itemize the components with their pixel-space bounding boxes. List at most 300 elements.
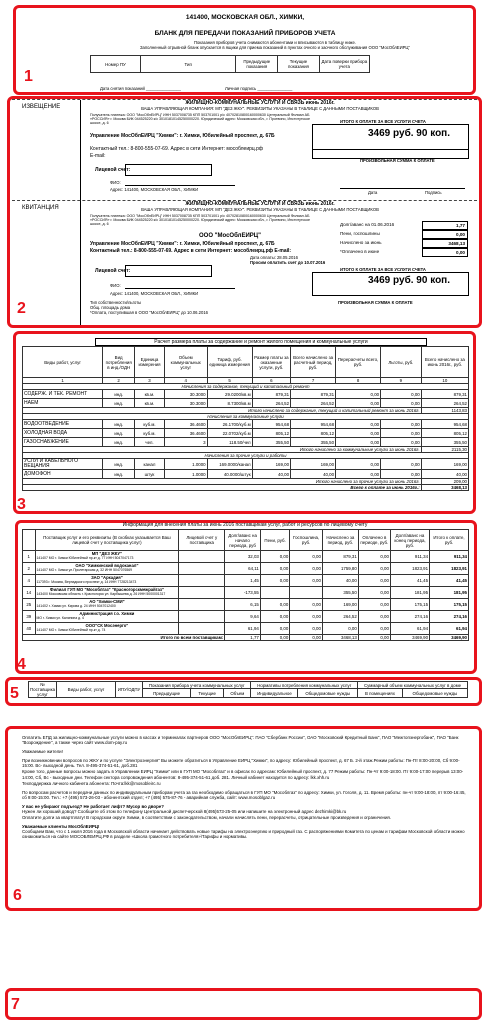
grand-total-label: Всего к оплате за июнь 2016г.: (23, 485, 422, 491)
column-header: Льготы, руб. (381, 347, 422, 378)
column-number: 4 (164, 378, 207, 384)
table-cell: 0,00 (381, 429, 422, 438)
column-header: Размер платы за оказанные услуги, руб. (252, 347, 290, 378)
summary-value: 3468,13 (422, 239, 468, 248)
table-cell: 0,00 (336, 470, 381, 479)
service-name: ХОЛОДНАЯ ВОДА (23, 429, 103, 438)
notice-heading: ЖИЛИЩНО-КОММУНАЛЬНЫЕ УСЛУГИ И СВЯЗЬ июнь 2016г. (185, 100, 335, 106)
table-cell: 805,12 (291, 429, 336, 438)
supplier-row (23, 623, 469, 635)
table-cell: 1.0000 (164, 459, 207, 470)
table-cell: 1.0000 (164, 470, 207, 479)
section-frame-7 (5, 988, 482, 1020)
supplier-name-cell (35, 623, 179, 635)
table-cell: 0,00 (358, 611, 390, 623)
table-cell: 181,95 (390, 587, 429, 599)
num-header (23, 530, 36, 551)
table-cell: 64,11 (225, 563, 261, 575)
table-cell: 879,31 (291, 390, 336, 399)
meters-subheader: Текущие (191, 689, 224, 698)
table-cell: 30.3000 (164, 399, 207, 408)
supplier-row (23, 575, 469, 587)
supplier-row (23, 599, 469, 611)
column-number: 5 (207, 378, 252, 384)
supplier-account (179, 611, 225, 623)
section-total-label: Итого начислено за содержание, текущий и капитальный ремонт за июнь 2016г. (23, 408, 422, 414)
col-header: Дата поверки прибора учета (319, 56, 369, 73)
receipt-phone: Контактный тел.: 8-800-555-07-69. Адрес в сети Интернет: мособлеирц.рф E-mail: (90, 248, 292, 254)
table-cell: 41,45 (390, 575, 429, 587)
table-cell: 0,00 (322, 623, 358, 635)
supplier-number: 39 (23, 611, 36, 623)
column-header: Оплачено в периоде, руб. (358, 530, 390, 551)
total-value: 3469,90 (390, 635, 429, 641)
table-cell: куб.м. (135, 429, 165, 438)
table-cell: инд. (103, 438, 135, 447)
receipt-address: Адрес: 141400, МОСКОВСКАЯ ОБЛ., ХИМКИ (110, 291, 199, 296)
table-cell: 169,00 (421, 459, 468, 470)
table-cell: 954,68 (252, 420, 290, 429)
info-block (22, 735, 467, 840)
meters-subheader: Индивидуальное (251, 689, 298, 698)
table-cell: 0,00 (336, 459, 381, 470)
suppliers-table (22, 529, 469, 641)
meters-subheader: Предыдущие (143, 689, 191, 698)
supplier-name-cell (35, 563, 179, 575)
supplier-number: 25 (23, 599, 36, 611)
total-value: 1,77 (225, 635, 261, 641)
meters-header: Суммарный объем коммунальных услуг в доме (358, 682, 468, 689)
notice-divider (80, 100, 81, 325)
supplier-name: Администрация г.о. Химки (79, 611, 135, 617)
supplier-name-cell (35, 587, 179, 599)
table-cell: чел. (135, 438, 165, 447)
table-cell: 26.1700/куб.м (207, 420, 252, 429)
service-name: ДОМОФОН (23, 470, 103, 479)
info-paragraph: По вопросам расчетов и передачи данных по индивидуальным приборам учета за газ необходимо обращаться в ГУП МО "Мособлгаз" по адресу: Химки, ул. Гоголя, д. 11. Время работы: пн-чт 9:00-18:00, пт 9:00-16:45, сб 9:00-15:00. Тел.: +7 (495) 573-26-03 - абонентский отдел; +7 (495) 575-87-76 - аварийная служба, сайт: www.mosoblgaz.ru (22, 789, 466, 800)
section-total-value: 1143,83 (421, 408, 468, 414)
table-cell: канал (135, 459, 165, 470)
receipt-pay-before: Просим оплатить счет до 10.07.2016 (250, 260, 326, 265)
notice-management: Управление МосОблЕИРЦ "Химки": г. Химки, Юбилейный проспект, д. 67Б (90, 133, 275, 139)
supplier-name: Филиал ГУП МО "Мособлгаз" "Красногорскмежрайгаз" (49, 587, 164, 593)
fio-line (125, 185, 235, 186)
receipt-heading: ЖИЛИЩНО-КОММУНАЛЬНЫЕ УСЛУГИ И СВЯЗЬ июнь 2016г. (185, 201, 335, 207)
table-cell: 0,00 (260, 575, 289, 587)
column-number: 6 (252, 378, 290, 384)
summary-value: 0,00 (422, 230, 468, 239)
supplier-number: 2 (23, 563, 36, 575)
table-cell: штук (135, 470, 165, 479)
section-title: Начисления за содержание, текущий и капитальный ремонт (23, 384, 469, 390)
supplier-account (179, 563, 225, 575)
table-cell: 181,95 (430, 587, 469, 599)
summary-row (340, 230, 468, 239)
table-row (23, 390, 469, 399)
column-header: Итого к оплате, руб. (430, 530, 469, 551)
meters-header: Нормативы потребления коммунальных услуг (251, 682, 358, 689)
sec1-sign-line: Личная подпись _______________ (225, 86, 293, 91)
notice-address: Адрес: 141400, МОСКОВСКАЯ ОБЛ., ХИМКИ (110, 187, 199, 192)
table-cell: 264,52 (252, 399, 290, 408)
receipt-total-heading: ИТОГО К ОПЛАТЕ ЗА ВСЕ УСЛУГИ СЧЕТА (340, 267, 426, 272)
table-cell: 0,00 (290, 575, 323, 587)
col-header: Тип (140, 56, 235, 73)
table-cell: 264,52 (291, 399, 336, 408)
col-header: Номер ПУ (91, 56, 141, 73)
supplier-account (179, 599, 225, 611)
summary-row (340, 221, 468, 230)
table-cell: 30.3000 (164, 390, 207, 399)
receipt-amount: 3469 руб. 90 коп. (368, 275, 450, 286)
supplier-name: АО "Химки-СМИ" (89, 599, 125, 605)
table-cell: 0,00 (358, 623, 390, 635)
supplier-details: 141407 МО г. Химки Юбилейный пр-кт д. 77 ИНН 5047047173 (36, 555, 134, 560)
notice-email: E-mail: (90, 153, 106, 159)
info-paragraph: Сообщаем Вам, что с 1 июля 2016 года в Московской области начинает действовать новые тарифы на электроэнергию и природный газ. С распоряжениями Комитета по ценам и тарифам Московской области можно ознакомиться на сайте МОСОБЛЕИРЦ.РФ в разделе «Школа грамотного потребителя»\Тарифы и нормативы. (22, 829, 465, 840)
table-cell (260, 587, 289, 599)
info-paragraph: Оплатите долги за квартплату! В городском округе Химки, в соответствии с законодательством, начали начислять пени, перерасчеты, отрицательные произведения и ограничения. (22, 815, 391, 821)
table-cell: 1759,80 (322, 563, 358, 575)
column-header: Единица измерения (135, 347, 165, 378)
total-value: 3469,90 (430, 635, 469, 641)
notice-total-heading: ИТОГО К ОПЛАТЕ ЗА ВСЕ УСЛУГИ СЧЕТА (340, 119, 426, 124)
table-cell: 355,50 (421, 438, 468, 447)
table-cell: инд. (103, 459, 135, 470)
supplier-details: 117393 г. Москва, Вернадского проспект д. 14 ИНН 7728213473 (36, 579, 137, 584)
grand-total-value: 3468,13 (421, 485, 468, 491)
table-cell: 8.7300/кв.м (207, 399, 252, 408)
meter-input-table (90, 55, 370, 73)
supplier-row (23, 551, 469, 563)
supplier-name: ОАО "Химкинский водоканал" (75, 563, 139, 569)
column-number: 8 (336, 378, 381, 384)
summary-value: 1,77 (422, 221, 468, 230)
column-number: 1 (23, 378, 103, 384)
sec1-date-line: Дата снятия показаний _______________ (100, 86, 181, 91)
column-header: Перерасчеты всего, руб. (336, 347, 381, 378)
notice-fio: ФИО: (110, 180, 121, 185)
column-header: Долг/аванс на конец периода, руб. (390, 530, 429, 551)
supplier-account (179, 587, 225, 599)
table-cell: 41,45 (430, 575, 469, 587)
table-cell: 0,00 (358, 551, 390, 563)
table-cell: 0,00 (260, 611, 289, 623)
summary-label: Долг/аванс на 01.06.2016 (340, 222, 395, 227)
table-cell: 0,00 (358, 563, 390, 575)
receipt-account-label: Лицевой счет: (95, 268, 131, 274)
table-cell: 0,00 (381, 420, 422, 429)
column-header: Всего начислено за июнь 2016г., руб. (421, 347, 468, 378)
table-cell: инд. (103, 390, 135, 399)
table-cell: 40,00 (322, 575, 358, 587)
section-total-value: 209,00 (421, 479, 468, 485)
table-cell: 9,64 (225, 611, 261, 623)
table-cell: 879,31 (252, 390, 290, 399)
frame-number-1: 1 (24, 68, 33, 85)
frame-number-6: 6 (13, 887, 22, 904)
table-row (23, 399, 469, 408)
section-total-label: Итого начислено за прочие услуги за июнь 2016г. (23, 479, 422, 485)
table-cell: 6,15 (225, 599, 261, 611)
supplier-number: 14 (23, 587, 36, 599)
supplier-name-cell (35, 575, 179, 587)
column-number: 9 (381, 378, 422, 384)
info-paragraph: Техподдержка личного кабинета абонента: Почта:lkk@mosobleirc.ru (22, 780, 161, 786)
table-cell: 954,68 (291, 420, 336, 429)
table-cell: 0,00 (290, 563, 323, 575)
table-cell: 264,52 (322, 611, 358, 623)
supplier-number: 40 (23, 623, 36, 635)
info-paragraph: Оплатить ЕПД за жилищно-коммунальные услуги можно в кассах и терминалах партнеров ООО "МосОблЕИРЦ": ПАО "Сбербанк России", ОАО "Московский Кредитный Банк", ПАО "Межтопэнергобанк", ПАО "Банк "Возрождение", а также через сайт www.dom-pay.ru (22, 735, 459, 746)
sec1-address: 141400, МОСКОВСКАЯ ОБЛ., ХИМКИ, (185, 14, 305, 21)
frame-number-5: 5 (10, 685, 19, 702)
table-cell: 0,00 (290, 551, 323, 563)
receipt-area: Общ. площадь дома (90, 305, 131, 310)
receipt-pay-date: Дата оплаты: 28.05.2016 (250, 255, 298, 260)
table-cell: -173,55 (225, 587, 261, 599)
date-line (340, 188, 465, 189)
col-header: Предыдущие показания (236, 56, 278, 73)
supplier-number: 4 (23, 575, 36, 587)
supplier-name-cell (35, 599, 179, 611)
receipt-subheading: ВАША УПРАВЛЯЮЩАЯ КОМПАНИЯ: МП "ДЕЗ ЖКУ". РЕКВИЗИТЫ УКАЗАНЫ В ТАБЛИЦЕ С ДАННЫМИ ПОСТАВЩИКОВ (141, 207, 379, 212)
table-cell: 0,00 (381, 459, 422, 470)
table-row (23, 470, 469, 479)
service-name: НАЕМ (23, 399, 103, 408)
total-value: 0,00 (260, 635, 289, 641)
table-cell: 0,00 (260, 623, 289, 635)
table-cell: 0,00 (260, 563, 289, 575)
table-cell: 169,00 (252, 459, 290, 470)
receipt-summary (340, 221, 468, 257)
column-header: Вид потребления в инд./ОДН (103, 347, 135, 378)
table-cell: 118.50/чел (207, 438, 252, 447)
supplier-details: МО г. Химки ул. Калинина д. 4 (36, 615, 84, 620)
summary-row (340, 239, 468, 248)
supplier-account (179, 575, 225, 587)
table-cell: 169.0000/канал (207, 459, 252, 470)
table-cell: 22.0702/куб.м (207, 429, 252, 438)
column-number: 7 (291, 378, 336, 384)
table-row (23, 429, 469, 438)
supplier-number: 1 (23, 551, 36, 563)
receipt-ownership: Тип собственности/льготы (90, 300, 142, 305)
receipt-label: КВИТАНЦИЯ (22, 205, 59, 211)
table-cell: 0,00 (381, 470, 422, 479)
table-cell: 879,31 (322, 551, 358, 563)
info-paragraph: У вас не убирают подъезд? Не работает лифт? Мусор во дворе? (22, 803, 164, 809)
table-cell: 0,00 (290, 611, 323, 623)
supplier-details: 141407 МО г. Химки Юбилейный пр-кт д. 74 (36, 627, 106, 632)
service-name: СОДЕРЖ. И ТЕК. РЕМОНТ (23, 390, 103, 399)
table-cell: 0,00 (290, 623, 323, 635)
receipt-fio: ФИО: (110, 283, 121, 288)
notice-account-label: Лицевой счет: (95, 167, 131, 173)
table-row (23, 459, 469, 470)
table-cell: 1823,91 (390, 563, 429, 575)
section-title: Начисления за прочие услуги и работы (23, 453, 469, 459)
table-cell: 1,45 (225, 575, 261, 587)
meters-table (28, 681, 468, 698)
service-name: УСЛУГИ КАБЕЛЬНОГО ВЕЩАНИЯ (23, 459, 103, 470)
table-cell: 0,00 (381, 438, 422, 447)
table-cell: 61,94 (430, 623, 469, 635)
table-cell: инд. (103, 470, 135, 479)
column-header: Начислено за период, руб. (322, 530, 358, 551)
supplier-account (179, 551, 225, 563)
column-header: Лицевой счет у поставщика (179, 530, 225, 551)
summary-label: *Оплачено в июне (340, 249, 380, 254)
supplier-name: ЗАО "Аркадия" (91, 575, 123, 581)
total-value: 0,00 (358, 635, 390, 641)
supplier-account (179, 623, 225, 635)
supplier-row (23, 587, 469, 599)
receipt-payee: Получатель платежа: ООО "МосОблЕИРЦ" ИНН 5037008735 КПП 503701001 р/с 40702810800160000630 Центральный Филиал АБ «РОССИЯ» г. Москва БИК 044525220 к/с 30101810145250000220. Юридический адрес: Московская обл., г. Протвино, Институтское шоссе, д. 6 (90, 214, 310, 227)
section-total-label: Итого начислено за коммунальные услуги за июнь 2016г. (23, 447, 422, 453)
column-header: Поставщик услуг и его реквизиты (В скобках указывается Ваш лицевой счет у поставщика услуг) (35, 530, 179, 551)
receipt-company: ООО "МосОблЕИРЦ" (198, 233, 261, 239)
table-cell: 911,34 (390, 551, 429, 563)
notice-phone: Контактный тел.: 8-800-555-07-69. Адрес в сети Интернет: мособлеирц.рф (90, 146, 264, 152)
table-cell: 169,00 (291, 459, 336, 470)
notice-amount: 3469 руб. 90 коп. (368, 128, 450, 139)
total-value: 0,00 (290, 635, 323, 641)
column-header: Госпошлина, руб. (290, 530, 323, 551)
table-cell: 40,00 (421, 470, 468, 479)
table-cell: 264,52 (421, 399, 468, 408)
supplier-name: ООО"СК Мосэнерго" (85, 623, 129, 629)
table-cell: 0,00 (358, 587, 390, 599)
table-cell: 355,50 (291, 438, 336, 447)
table-cell: 0,00 (381, 399, 422, 408)
column-number: 3 (135, 378, 165, 384)
supplier-details: 143400 Московская область г. Красногорск ул. Карбышева д. 26 ИНН 5000001317 (36, 591, 166, 596)
table-cell: 879,31 (421, 390, 468, 399)
calc-table (22, 346, 469, 491)
receipt-paid-note: *Оплата, поступившая в ООО "МосОблЕИРЦ" до 10.06.2016 (90, 310, 208, 315)
notice-sign-label: Подпись (425, 190, 442, 195)
receipt-account-field[interactable] (125, 265, 212, 277)
meters-header: № Поставщика услуг (30, 682, 56, 697)
table-cell: 0,00 (381, 390, 422, 399)
table-cell: 169,00 (322, 599, 358, 611)
total-value: 3468,13 (322, 635, 358, 641)
notice-label: ИЗВЕЩЕНИЕ (22, 104, 61, 110)
table-cell: 3 (164, 438, 207, 447)
table-cell: кв.м. (135, 390, 165, 399)
total-label: Итого по всем поставщикам: (23, 635, 225, 641)
column-header: Тариф, руб. единица измерения (207, 347, 252, 378)
meters-header: Виды работ, услуг (57, 682, 116, 698)
receipt-voluntary-label: ПРОИЗВОЛЬНАЯ СУММА К ОПЛАТЕ (338, 300, 413, 305)
supplier-name: МП "ДЕЗ ЖКУ" (91, 551, 123, 557)
table-cell: 274,16 (430, 611, 469, 623)
table-cell: 40.0000/штук (207, 470, 252, 479)
info-paragraph: Уважаемые клиенты МосОблЕИРЦ! (22, 824, 100, 830)
supplier-details: 141402 г. Химки ул. Кирова д. 24 ИНН 5047012400 (36, 603, 116, 608)
calc-title: Расчет размера платы за содержание и ремонт жилого помещения и коммунальные услуги (95, 338, 427, 346)
column-number: 2 (103, 378, 135, 384)
meters-header: ИПУ/ОДПУ (116, 682, 143, 698)
section-title: Начисления за коммунальные услуги (23, 414, 469, 420)
meters-subheader: Объем (224, 689, 251, 698)
table-cell: 0,00 (336, 390, 381, 399)
column-header: Объем коммунальных услуг (164, 347, 207, 378)
table-cell: 0,00 (336, 420, 381, 429)
column-header: Виды работ, услуг (23, 347, 103, 378)
table-cell: 1823,91 (430, 563, 469, 575)
supplier-row (23, 611, 469, 623)
table-cell: 175,15 (430, 599, 469, 611)
table-cell: 29.0200/кв.м (207, 390, 252, 399)
col-header: Текущие показания (278, 56, 319, 73)
table-cell: 0,00 (358, 599, 390, 611)
table-cell: 0,00 (336, 399, 381, 408)
table-cell: 0,00 (336, 429, 381, 438)
table-cell: 40,00 (252, 470, 290, 479)
table-cell: 0,00 (260, 599, 289, 611)
meters-header: Показания прибора учета коммунальных услуг (143, 682, 251, 689)
service-name: ГАЗОСНАБЖЕНИЕ (23, 438, 103, 447)
table-cell: инд. (103, 420, 135, 429)
notice-subheading: ВАША УПРАВЛЯЮЩАЯ КОМПАНИЯ: МП "ДЕЗ ЖКУ". РЕКВИЗИТЫ УКАЗАНЫ В ТАБЛИЦЕ С ДАННЫМИ ПОСТАВЩИКОВ (141, 106, 379, 111)
receipt-fio-line (125, 288, 235, 289)
supplier-name-cell (35, 611, 179, 623)
column-header: Пени, руб. (260, 530, 289, 551)
column-header: Всего начислено за расчетный период, руб. (291, 347, 336, 378)
table-cell: 805,12 (252, 429, 290, 438)
info-paragraph: Кроме того, данные вопросы можно задать в Управлении ЕИРЦ "Химки" или в ГУП МО "Мособлгаз" и в офисах по адресам: Юбилейный проспект, д. 77 Режим работы: Пн-Чт 9:00-18:00. Пт 9:00-17:00 перерыв 13:00-14:00, Сб, Вс - выходные дни. Телефон сектора сопровождения абонентов: 8-495-374-51-61 доб. 281. Личный кабинет находится по адресу: lkk.xhh.ru (22, 769, 464, 780)
info-paragraph: Нужен ли хороший довод? Сообщите об этом по телефону Центральной диспетчерской 8(495)573-25-05 или напишите на электронный адрес dezhimki@bk.ru (22, 809, 347, 815)
meters-subheader: Общедомовые нужды (402, 689, 467, 698)
notice-voluntary-label: ПРОИЗВОЛЬНАЯ СУММА К ОПЛАТЕ (360, 158, 435, 163)
info-paragraph: При возникновении вопросов по ЖКУ и по услуге "Электроэнергия" Вы можете обратиться в Управление ЕИРЦ "Химки", по адресу: Юбилейный проспект, д. 67 Б. 2-й этаж.Режим работы: Пн-Пт 8:00-20:00, Сб 9:00-15:00. Вс- выходной день. Тел. 8-495-374-51-61, доб.281 (22, 758, 460, 769)
table-cell: куб.м. (135, 420, 165, 429)
table-cell: 175,15 (390, 599, 429, 611)
meters-subheader: Общедомовые нужды (298, 689, 358, 698)
table-cell (290, 587, 323, 599)
frame-number-7: 7 (11, 996, 20, 1013)
table-cell: 61,94 (225, 623, 261, 635)
suppliers-title: Информация для внесения платы за июнь 2016 поставщикам услуг, работ и ресурсов по лицевому счету (122, 522, 368, 528)
table-cell: 0,00 (336, 438, 381, 447)
table-cell: 274,16 (390, 611, 429, 623)
frame-number-2: 2 (17, 300, 26, 317)
section-total-value: 2115,30 (421, 447, 468, 453)
table-cell: 355,50 (252, 438, 290, 447)
supplier-row (23, 563, 469, 575)
sec1-note1: Показания приборов учета снимаются абонентами и вписываются в таблицу ниже. (194, 40, 356, 45)
sec1-note2: Заполненный отрывной бланк опускается в ящики для приема показаний в пунктах очного и заочного обслуживания ООО "МосОблЕИРЦ" (140, 45, 410, 50)
table-cell: 40,00 (291, 470, 336, 479)
column-number: 10 (421, 378, 468, 384)
table-cell: 954,68 (421, 420, 468, 429)
table-cell: 805,12 (421, 429, 468, 438)
meters-subheader: В помещениях (358, 689, 403, 698)
summary-value: 0,00 (422, 248, 468, 257)
summary-label: Пени, госпошлины (340, 231, 380, 236)
account-field[interactable] (125, 164, 212, 176)
column-header: Долг/аванс на начало периода, руб (225, 530, 261, 551)
table-cell: инд. (103, 429, 135, 438)
supplier-name-cell (35, 551, 179, 563)
notice-date-label: Дата (368, 190, 378, 195)
table-cell: 0,00 (290, 599, 323, 611)
table-cell: 61,94 (390, 623, 429, 635)
summary-row (340, 248, 468, 257)
sec1-title: БЛАНК ДЛЯ ПЕРЕДАЧИ ПОКАЗАНИЙ ПРИБОРОВ УЧЕТА (154, 30, 336, 37)
